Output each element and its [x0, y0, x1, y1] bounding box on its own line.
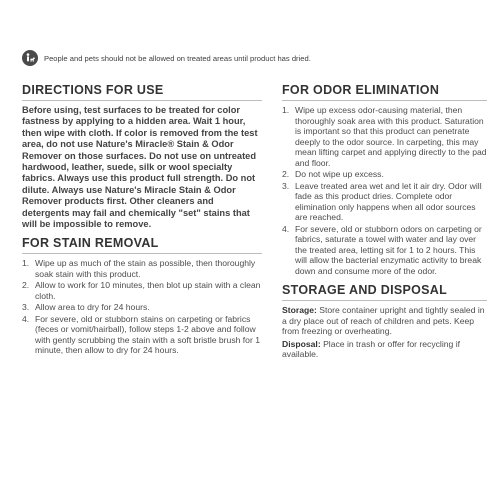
stain-removal-list [22, 258, 262, 356]
list-item: 3. Leave treated area wet and let it air dry. Odor will fade as this product dries. Complete odor elimination only happens when all odor sources are reached. [282, 180, 482, 222]
directions-body: Before using, test surfaces to be treated for color fastness by applying to a hidden area. Wait 1 hour, then wipe with cloth. If color is removed from the test area, do not use Nature's Miracle® Stain & Odor Remover on those surfaces. Do not use on untreated hardwood, leather, suede, silk or wool specialty fabrics. Always use this product full strength. Do not dilute. Always use Nature's Miracle Stain & Odor Remover products first. Other cleaners and detergents may fail and chemically "set" stains that will be impossible to remove. [22, 105, 258, 230]
left-column [22, 83, 262, 357]
person-pet-icon [22, 50, 38, 66]
odor-elimination-heading: FOR ODOR ELIMINATION [282, 83, 440, 97]
directions-heading: DIRECTIONS FOR USE [22, 83, 164, 97]
divider [22, 100, 262, 101]
list-item: 3. Allow area to dry for 24 hours. [22, 302, 150, 313]
pet-warning [22, 47, 492, 69]
divider [282, 100, 487, 101]
right-column [282, 83, 487, 362]
divider [282, 300, 487, 301]
disposal-paragraph: Disposal: Place in trash or offer for recycling if available. [282, 338, 460, 359]
list-item: 2. Allow to work for 10 minutes, then blot up stain with a clean cloth. [22, 280, 261, 301]
list-item: 2. Do not wipe up excess. [282, 169, 384, 179]
storage-heading: STORAGE AND DISPOSAL [282, 283, 448, 297]
stain-removal-heading: FOR STAIN REMOVAL [22, 236, 159, 251]
odor-elimination-list [282, 105, 487, 276]
list-item: 4. For severe, old or stubborn odors on carpeting or fabrics, saturate a towel with water and lay over the treated area, letting sit for 1 to 2 hours. This will allow the bacterial enzymatic activity to break down and consume more of the odor. [282, 223, 482, 276]
divider [22, 253, 262, 254]
list-item: 1. Wipe up as much of the stain as possible, then thoroughly soak stain with this product. [22, 258, 256, 279]
storage-paragraph: Storage: Store container upright and tightly sealed in a dry place out of reach of children and pets. Keep from freezing or overheating. [282, 305, 485, 336]
warning-text: People and pets should not be allowed on treated areas until product has dried. [44, 53, 311, 63]
list-item: 1. Wipe up excess odor-causing material, then thoroughly soak area with this product. Saturation is important so that this product can penetrate deeply to the odor source. In carpeting, this may mean lifting carpet and applying directly to the pad and floor. [282, 105, 487, 168]
list-item: 4. For severe, old or stubborn stains on carpeting or fabrics (feces or vomit/hairball), follow steps 1-2 above and follow with gently scrubbing the stain with a soft bristle brush for 1 minute, then allow to dry for 24 hours. [22, 313, 260, 356]
